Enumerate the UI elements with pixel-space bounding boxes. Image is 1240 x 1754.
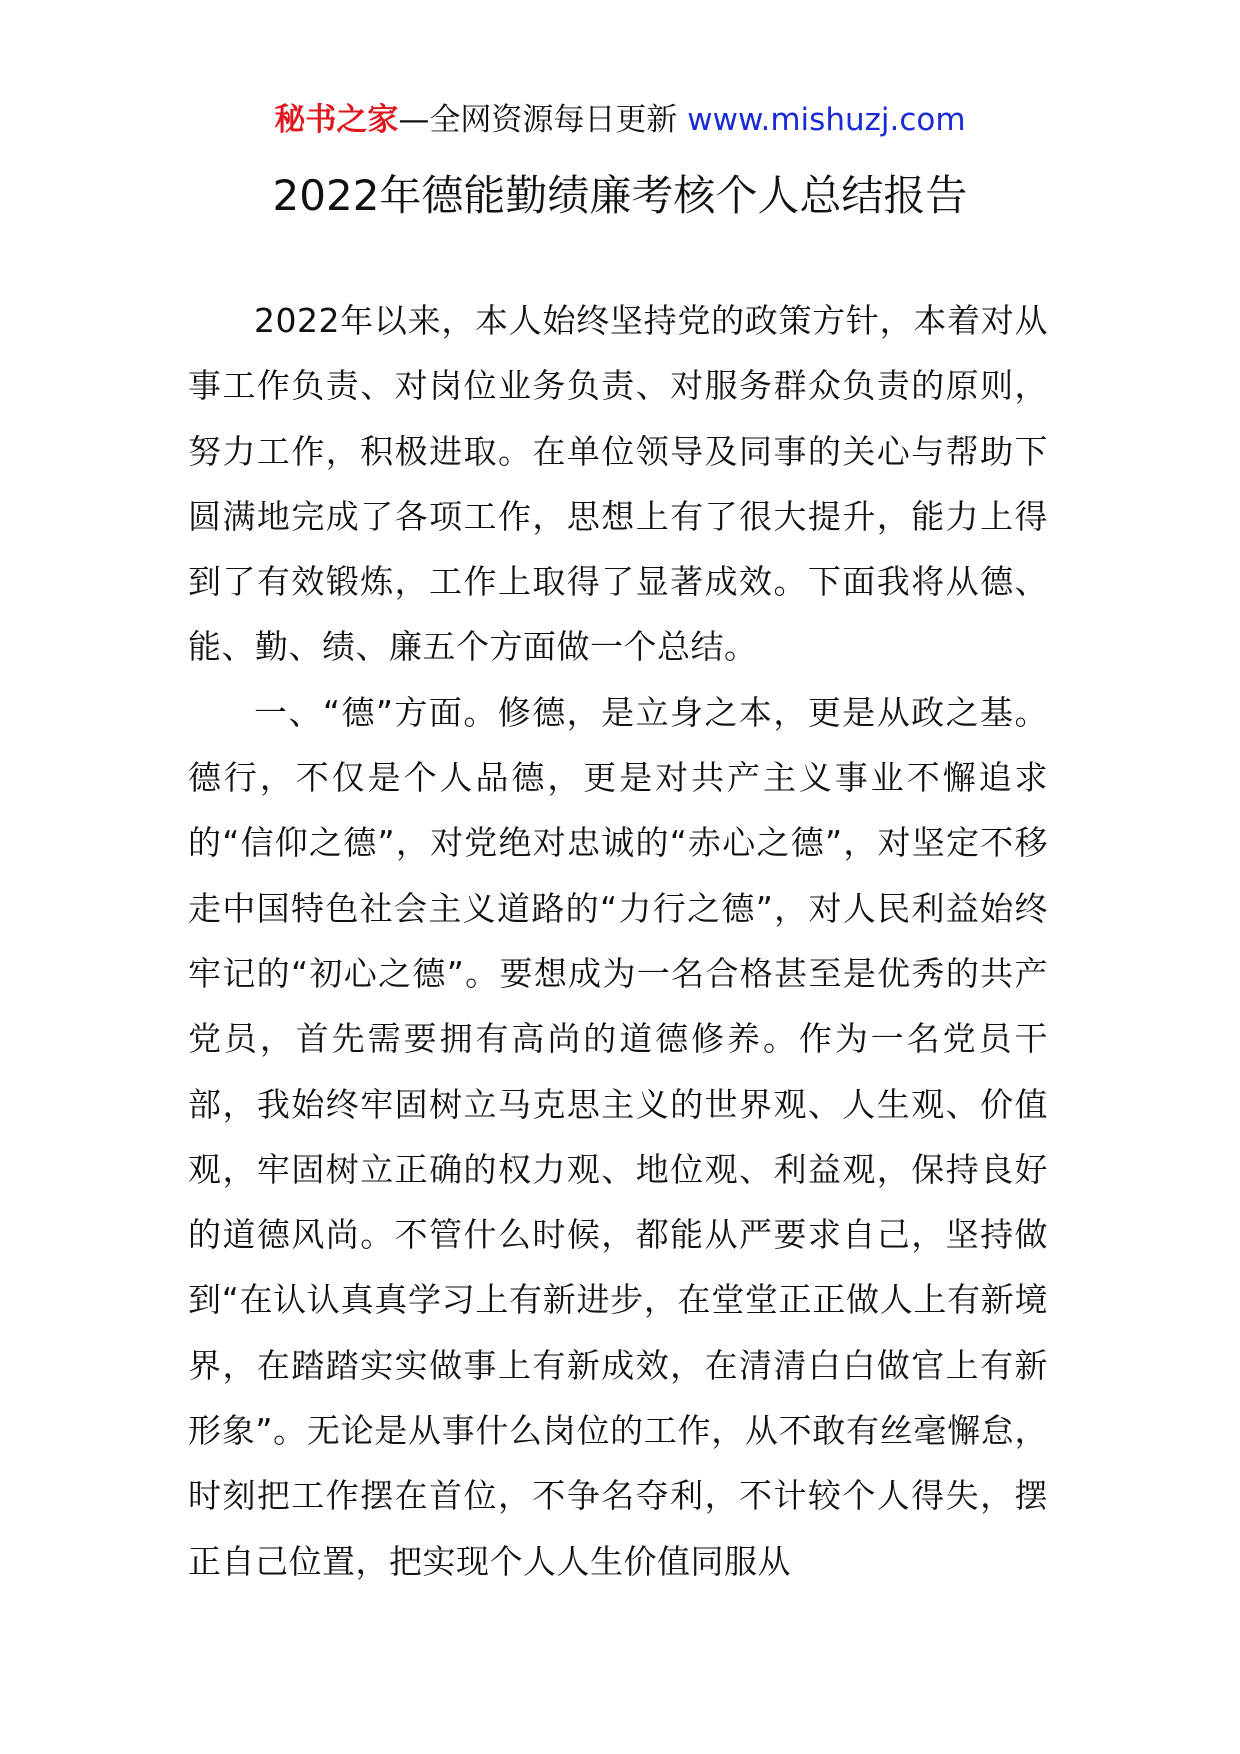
site-url-link[interactable]: www.mishuzj.com	[687, 102, 966, 138]
watermark-header	[0, 98, 1240, 142]
paragraph-intro: 2022年以来，本人始终坚持党的政策方针，本着对从事工作负责、对岗位业务负责、对服务群众负责的原则，努力工作，积极进取。在单位领导及同事的关心与帮助下圆满地完成了各项工作，思想上有了很大提升，能力上得到了有效锻炼，工作上取得了显著成效。下面我将从德、能、勤、绩、廉五个方面做一个总结。	[188, 301, 1048, 667]
document-title: 2022年德能勤绩廉考核个人总结报告	[272, 171, 968, 220]
header-tagline: —全网资源每日更新	[398, 102, 688, 138]
brand-name: 秘书之家	[274, 102, 399, 138]
paragraph-section-de: 一、“德”方面。修德，是立身之本，更是从政之基。德行，不仅是个人品德，更是对共产主义事业不懈追求的“信仰之德”，对党绝对忠诚的“赤心之德”，对坚定不移走中国特色社会主义道路的“力行之德”，对人民利益始终牢记的“初心之德”。要想成为一名合格甚至是优秀的共产党员，首先需要拥有高尚的道德修养。作为一名党员干部，我始终牢固树立马克思主义的世界观、人生观、价值观，牢固树立正确的权力观、地位观、利益观，保持良好的道德风尚。不管什么时候，都能从严要求自己，坚持做到“在认认真真学习上有新进步，在堂堂正正做人上有新境界，在踏踏实实做事上有新成效，在清清白白做官上有新形象”。无论是从事什么岗位的工作，从不敢有丝毫懈怠，时刻把工作摆在首位，不争名夺利，不计较个人得失，摆正自己位置，把实现个人人生价值同服从	[188, 692, 1048, 1581]
document-body	[188, 288, 1048, 1594]
